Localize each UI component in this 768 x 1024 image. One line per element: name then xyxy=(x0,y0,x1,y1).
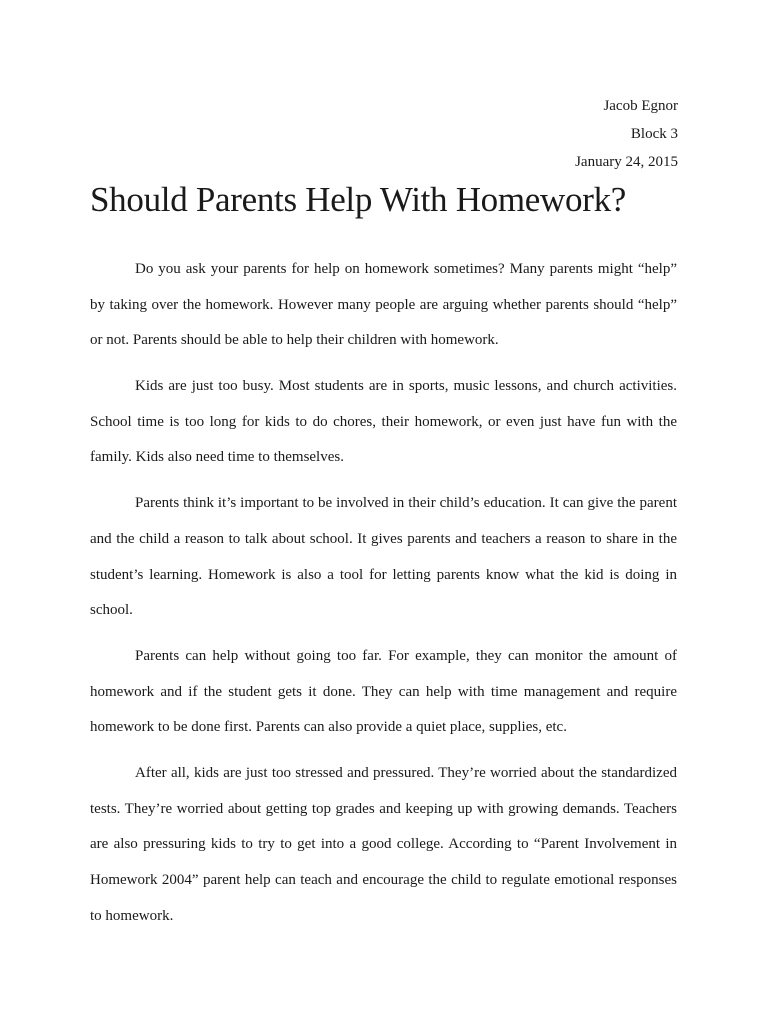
author-name: Jacob Egnor xyxy=(603,98,678,114)
paragraph: Parents can help without going too far. For example, they can monitor the amount of homework and if the student gets it done. They can help with time management and require homework to be done first. Parents can also provide a quiet place, supplies, etc. xyxy=(90,648,677,736)
document-title: Should Parents Help With Homework? xyxy=(90,180,627,219)
paragraph: After all, kids are just too stressed and pressured. They’re worried about the standardized tests. They’re worried about getting top grades and keeping up with growing demands. Teachers are also pressuring kids to try to get into a good college. According to “Parent Involvement in Homework 2004” parent help can teach and encourage the child to regulate emotional responses to homework. xyxy=(90,765,677,924)
paragraph: Kids are just too busy. Most students are in sports, music lessons, and church activities. School time is too long for kids to do chores, their homework, or even just have fun with the family. Kids also need time to themselves. xyxy=(90,378,677,466)
header-info xyxy=(575,92,678,176)
paragraph: Parents think it’s important to be involved in their child’s education. It can give the parent and the child a reason to talk about school. It gives parents and teachers a reason to share in the student’s learning. Homework is also a tool for letting parents know what the kid is doing in school. xyxy=(90,495,677,619)
paragraph: Do you ask your parents for help on homework sometimes? Many parents might “help” by taking over the homework. However many people are arguing whether parents should “help” or not. Parents should be able to help their children with homework. xyxy=(90,261,677,349)
essay-body xyxy=(90,252,677,945)
date: January 24, 2015 xyxy=(575,154,678,170)
class-block: Block 3 xyxy=(630,126,678,142)
